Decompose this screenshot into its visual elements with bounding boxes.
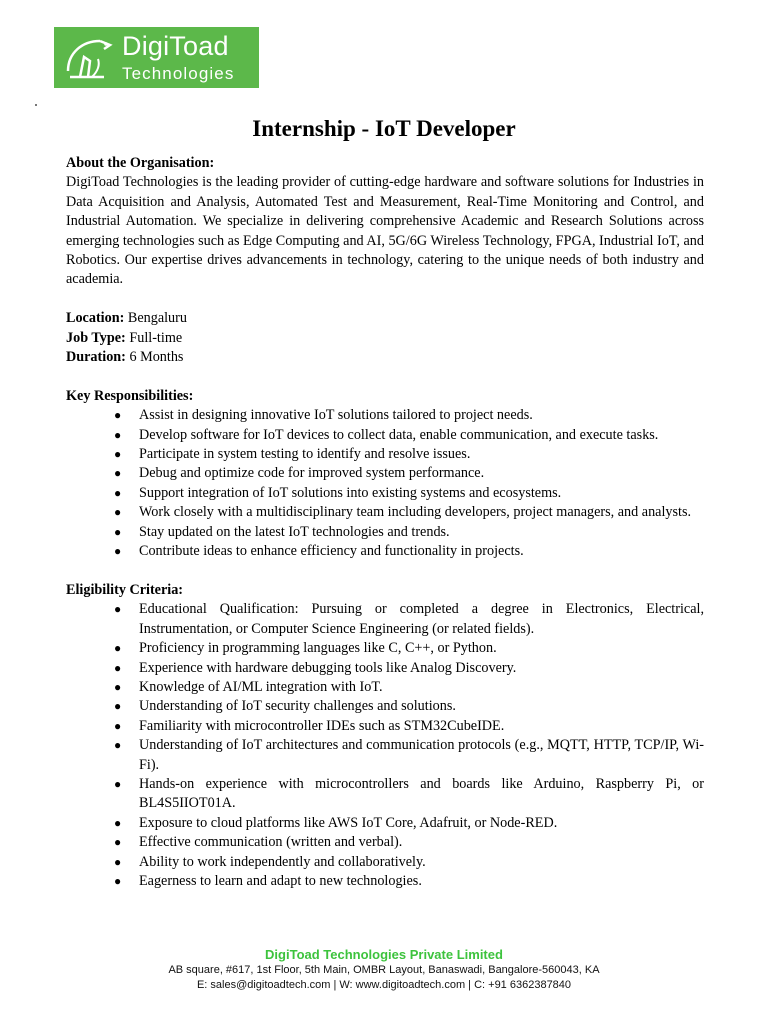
footer-address: AB square, #617, 1st Floor, 5th Main, OMBR Layout, Banaswadi, Bangalore-560043, KA [168, 964, 600, 976]
bullet-icon: ● [114, 660, 122, 675]
list-item: ● Exposure to cloud platforms like AWS IoT Core, Adafruit, or Node-RED. [66, 814, 704, 833]
bullet-icon: ● [114, 485, 122, 500]
footer-company: DigiToad Technologies Private Limited [265, 947, 503, 962]
bullet-icon: ● [114, 815, 122, 830]
toad-logo-icon [60, 31, 120, 85]
list-item: ● Stay updated on the latest IoT technologies and trends. [66, 523, 704, 542]
list-item: ● Effective communication (written and verbal). [66, 833, 704, 852]
list-item: ● Proficiency in programming languages like C, C++, or Python. [66, 639, 704, 658]
bullet-icon: ● [114, 718, 122, 733]
list-item: ● Develop software for IoT devices to collect data, enable communication, and execute tasks. [66, 426, 704, 445]
document-body [66, 154, 704, 891]
list-item: ● Knowledge of AI/ML integration with IoT. [66, 678, 704, 697]
list-item: ● Eagerness to learn and adapt to new technologies. [66, 872, 704, 891]
bullet-icon: ● [114, 679, 122, 694]
bullet-icon: ● [114, 427, 122, 442]
eligibility-heading: Eligibility Criteria: [66, 581, 184, 598]
responsibilities-heading: Key Responsibilities: [66, 387, 194, 404]
list-item: ● Debug and optimize code for improved system performance. [66, 464, 704, 483]
bullet-icon: ● [114, 738, 122, 753]
list-item: ● Hands-on experience with microcontrollers and boards like Arduino, Raspberry Pi, or BL4S5IIOT01A. [114, 775, 704, 812]
list-item: ● Understanding of IoT security challenges and solutions. [66, 697, 704, 716]
list-item: ● Educational Qualification: Pursuing or completed a degree in Electronics, Electrical, Instrumentation, or Computer Science Engineering (or related fields). [114, 601, 704, 637]
list-item: ● Work closely with a multidisciplinary team including developers, project managers, and analysts. [66, 503, 704, 522]
bullet-icon: ● [114, 854, 122, 869]
bullet-icon: ● [114, 408, 122, 423]
bullet-icon: ● [114, 602, 122, 617]
bullet-icon: ● [114, 641, 122, 656]
list-item: ● Understanding of IoT architectures and communication protocols (e.g., MQTT, HTTP, TCP/IP, Wi-Fi). [114, 737, 704, 773]
list-item: ● Assist in designing innovative IoT solutions tailored to project needs. [66, 406, 704, 425]
bullet-icon: ● [114, 776, 122, 791]
about-paragraph: DigiToad Technologies is the leading provider of cutting-edge hardware and software solutions for Industries in Data Acquisition and Analysis, Automated Test and Measurement, Real-Time Monitoring and Control, and Industrial Automation. We specialize in delivering comprehensive Academic and Research Solutions across emerging technologies such as Edge Computing and AI, 5G/6G Wireless Technology, FPGA, Industrial IoT, and Robotics. Our expertise drives advancements in technology, catering to the unique needs of both industry and academia. [66, 174, 704, 288]
detail-job-type: Job Type: Full-time [66, 329, 183, 346]
list-item: ● Experience with hardware debugging tools like Analog Discovery. [66, 659, 704, 678]
logo-name: DigiToad [122, 31, 229, 61]
stray-dot [35, 104, 37, 106]
bullet-icon: ● [114, 466, 122, 481]
about-heading: About the Organisation: [66, 155, 215, 171]
eligibility-list [66, 600, 704, 891]
list-item: ● Participate in system testing to identify and resolve issues. [66, 445, 704, 464]
list-item: ● Ability to work independently and collaboratively. [66, 853, 704, 872]
footer-contact: E: sales@digitoadtech.com | W: www.digitoadtech.com | C: +91 6362387840 [196, 979, 572, 991]
bullet-icon: ● [114, 505, 122, 520]
list-item: ● Support integration of IoT solutions into existing systems and ecosystems. [66, 484, 704, 503]
company-logo [54, 27, 259, 88]
bullet-icon: ● [114, 835, 122, 850]
bullet-icon: ● [114, 699, 122, 714]
list-item: ● Familiarity with microcontroller IDEs such as STM32CubeIDE. [66, 717, 704, 736]
bullet-icon: ● [114, 873, 122, 888]
page-footer [0, 946, 768, 993]
bullet-icon: ● [114, 544, 122, 559]
list-item: ● Contribute ideas to enhance efficiency and functionality in projects. [66, 542, 704, 561]
detail-duration: Duration: 6 Months [66, 349, 184, 366]
page-title: Internship - IoT Developer [252, 116, 516, 141]
detail-location: Location: Bengaluru [66, 310, 187, 327]
logo-tagline: Technologies [122, 64, 235, 83]
bullet-icon: ● [114, 447, 122, 462]
responsibilities-list [66, 406, 704, 561]
bullet-icon: ● [114, 524, 122, 539]
